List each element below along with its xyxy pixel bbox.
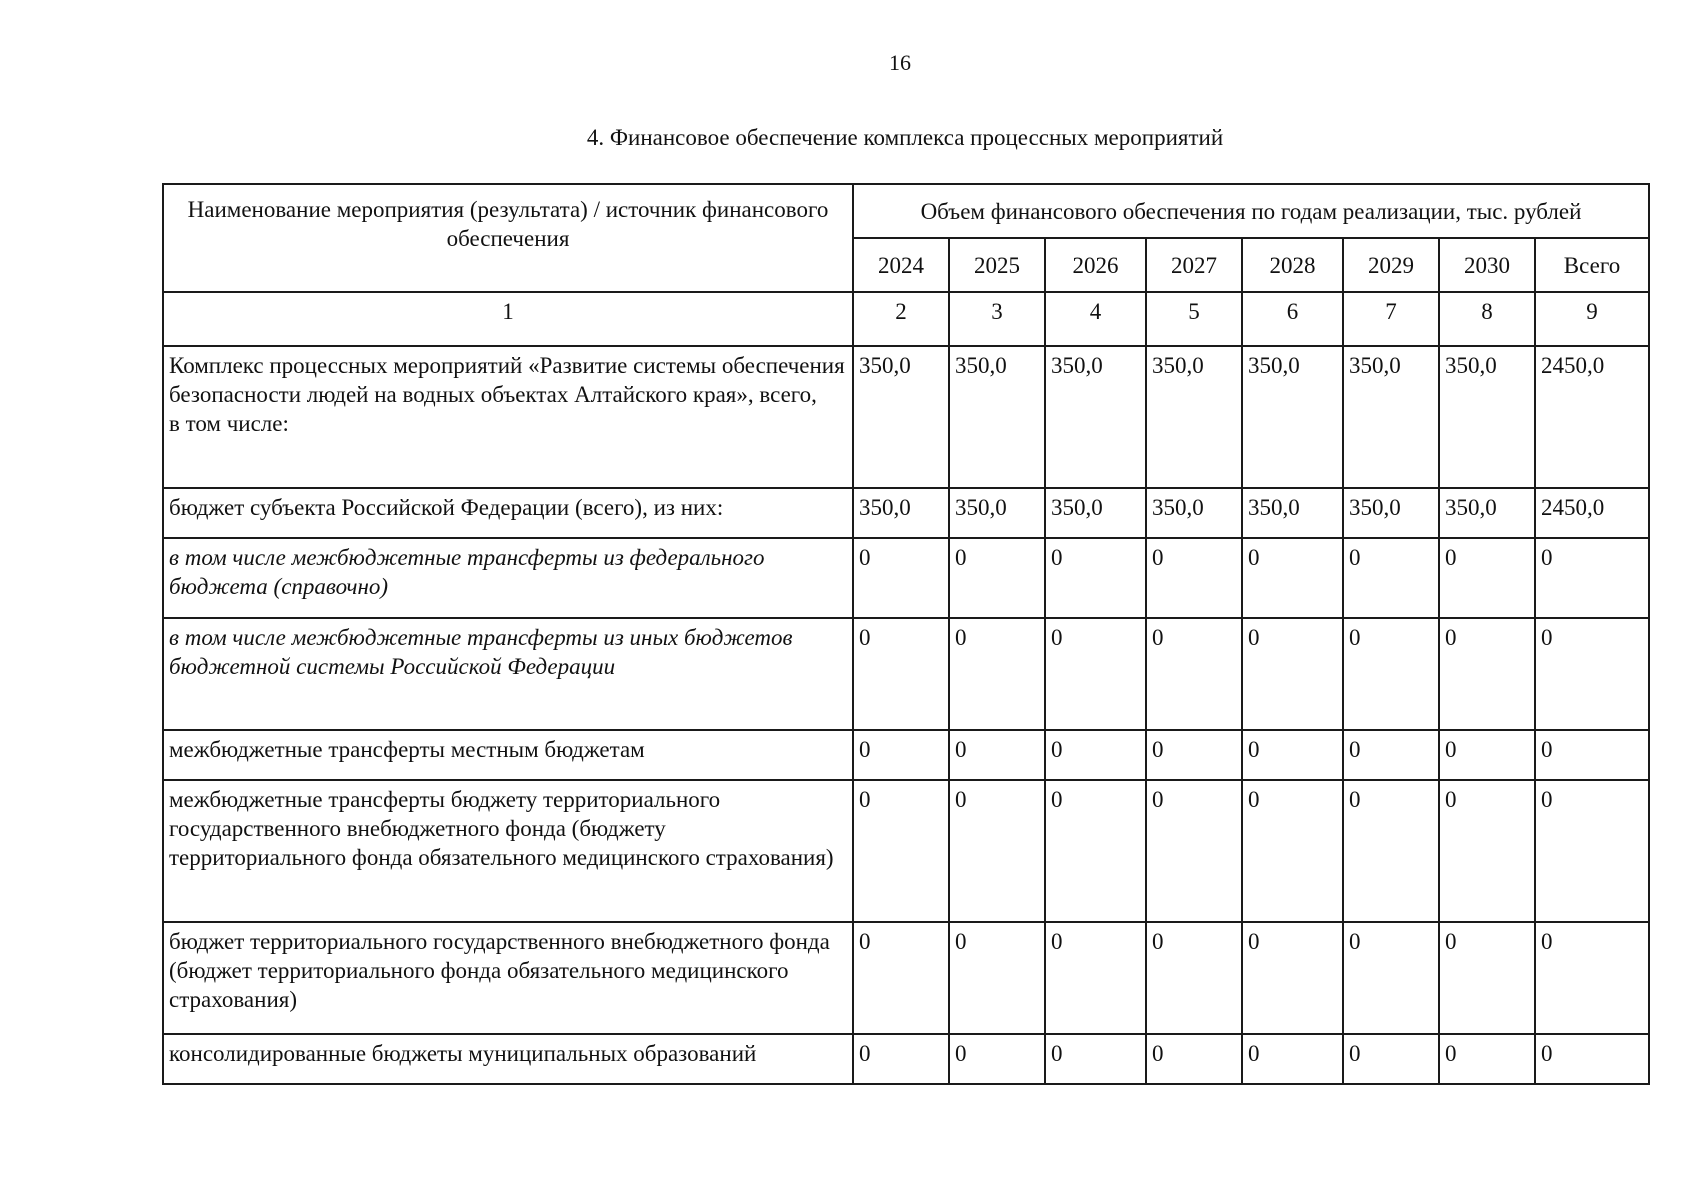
row-value: 0 [853, 922, 949, 1034]
row-value: 350,0 [1242, 488, 1343, 538]
row-value: 0 [949, 618, 1045, 730]
row-value: 0 [853, 1034, 949, 1084]
row-value: 0 [853, 618, 949, 730]
row-name: в том числе межбюджетные трансферты из иных бюджетов бюджетной системы Российской Федерации [163, 618, 853, 730]
column-number: 2 [853, 292, 949, 346]
column-number: 8 [1439, 292, 1535, 346]
row-value: 350,0 [1242, 346, 1343, 488]
table-row [163, 1034, 1649, 1084]
year-header: 2024 [853, 238, 949, 292]
row-value: 0 [1146, 730, 1242, 780]
table-row [163, 346, 1649, 488]
row-value: 0 [1343, 730, 1439, 780]
row-name: бюджет территориального государственного внебюджетного фонда (бюджет территориального фонда обязательного медицинского страхования) [163, 922, 853, 1034]
name-column-header: Наименование мероприятия (результата) / источник финансового обеспечения [163, 184, 853, 292]
header-row [163, 184, 1649, 238]
row-value: 0 [1146, 1034, 1242, 1084]
row-value: 350,0 [853, 346, 949, 488]
table-row [163, 618, 1649, 730]
row-value: 0 [1146, 922, 1242, 1034]
column-number: 5 [1146, 292, 1242, 346]
row-name: межбюджетные трансферты местным бюджетам [163, 730, 853, 780]
row-value: 0 [1146, 780, 1242, 922]
row-value: 0 [1045, 538, 1146, 618]
column-number: 7 [1343, 292, 1439, 346]
year-header: 2027 [1146, 238, 1242, 292]
row-value: 350,0 [949, 488, 1045, 538]
table-row [163, 730, 1649, 780]
row-value: 0 [1045, 730, 1146, 780]
table-row [163, 922, 1649, 1034]
row-value: 0 [1045, 922, 1146, 1034]
year-header: 2026 [1045, 238, 1146, 292]
total-header: Всего [1535, 238, 1649, 292]
row-total: 0 [1535, 730, 1649, 780]
row-value: 0 [853, 780, 949, 922]
row-value: 0 [949, 922, 1045, 1034]
row-value: 0 [1439, 618, 1535, 730]
row-value: 0 [949, 780, 1045, 922]
row-value: 0 [1242, 780, 1343, 922]
financing-table [162, 183, 1650, 1085]
row-value: 0 [853, 538, 949, 618]
row-value: 0 [1439, 922, 1535, 1034]
column-number-row [163, 292, 1649, 346]
row-value: 0 [1045, 1034, 1146, 1084]
row-value: 0 [1439, 538, 1535, 618]
row-value: 350,0 [1439, 488, 1535, 538]
row-name: консолидированные бюджеты муниципальных образований [163, 1034, 853, 1084]
row-total: 0 [1535, 922, 1649, 1034]
row-value: 0 [1343, 1034, 1439, 1084]
row-total: 2450,0 [1535, 488, 1649, 538]
page-number: 16 [889, 50, 911, 75]
row-value: 0 [1439, 730, 1535, 780]
row-value: 0 [1343, 538, 1439, 618]
row-name: бюджет субъекта Российской Федерации (всего), из них: [163, 488, 853, 538]
row-name: Комплекс процессных мероприятий «Развитие системы обеспечения безопасности людей на водных объектах Алтайского края», всего, в том числе: [163, 346, 853, 488]
row-value: 350,0 [1343, 488, 1439, 538]
row-value: 0 [1439, 1034, 1535, 1084]
row-value: 0 [1242, 618, 1343, 730]
table-row [163, 538, 1649, 618]
row-name: межбюджетные трансферты бюджету территориального государственного внебюджетного фонда (бюджету территориального фонда обязательного медицинского страхования) [163, 780, 853, 922]
section-title: 4. Финансовое обеспечение комплекса процессных мероприятий [586, 125, 1224, 150]
row-total: 2450,0 [1535, 346, 1649, 488]
row-value: 0 [853, 730, 949, 780]
year-header: 2028 [1242, 238, 1343, 292]
row-value: 0 [1242, 538, 1343, 618]
row-value: 0 [949, 538, 1045, 618]
row-name: в том числе межбюджетные трансферты из федерального бюджета (справочно) [163, 538, 853, 618]
row-value: 0 [1045, 618, 1146, 730]
row-total: 0 [1535, 780, 1649, 922]
column-number: 1 [163, 292, 853, 346]
row-value: 0 [1242, 1034, 1343, 1084]
table-row [163, 488, 1649, 538]
row-value: 350,0 [1146, 346, 1242, 488]
year-header: 2025 [949, 238, 1045, 292]
row-value: 350,0 [949, 346, 1045, 488]
row-total: 0 [1535, 538, 1649, 618]
row-value: 0 [1242, 922, 1343, 1034]
column-number: 3 [949, 292, 1045, 346]
year-header: 2030 [1439, 238, 1535, 292]
row-value: 350,0 [1045, 488, 1146, 538]
row-value: 0 [1146, 618, 1242, 730]
year-header: 2029 [1343, 238, 1439, 292]
table-row [163, 780, 1649, 922]
column-number: 6 [1242, 292, 1343, 346]
row-total: 0 [1535, 1034, 1649, 1084]
row-value: 0 [949, 1034, 1045, 1084]
row-value: 350,0 [853, 488, 949, 538]
row-value: 350,0 [1146, 488, 1242, 538]
row-value: 350,0 [1343, 346, 1439, 488]
row-value: 0 [1146, 538, 1242, 618]
row-value: 350,0 [1439, 346, 1535, 488]
row-value: 0 [1343, 780, 1439, 922]
row-value: 0 [1045, 780, 1146, 922]
column-number: 9 [1535, 292, 1649, 346]
row-value: 0 [1343, 922, 1439, 1034]
row-value: 0 [1343, 618, 1439, 730]
row-value: 0 [1439, 780, 1535, 922]
row-value: 0 [949, 730, 1045, 780]
row-value: 0 [1242, 730, 1343, 780]
row-total: 0 [1535, 618, 1649, 730]
row-value: 350,0 [1045, 346, 1146, 488]
volume-column-header: Объем финансового обеспечения по годам реализации, тыс. рублей [853, 184, 1649, 238]
column-number: 4 [1045, 292, 1146, 346]
